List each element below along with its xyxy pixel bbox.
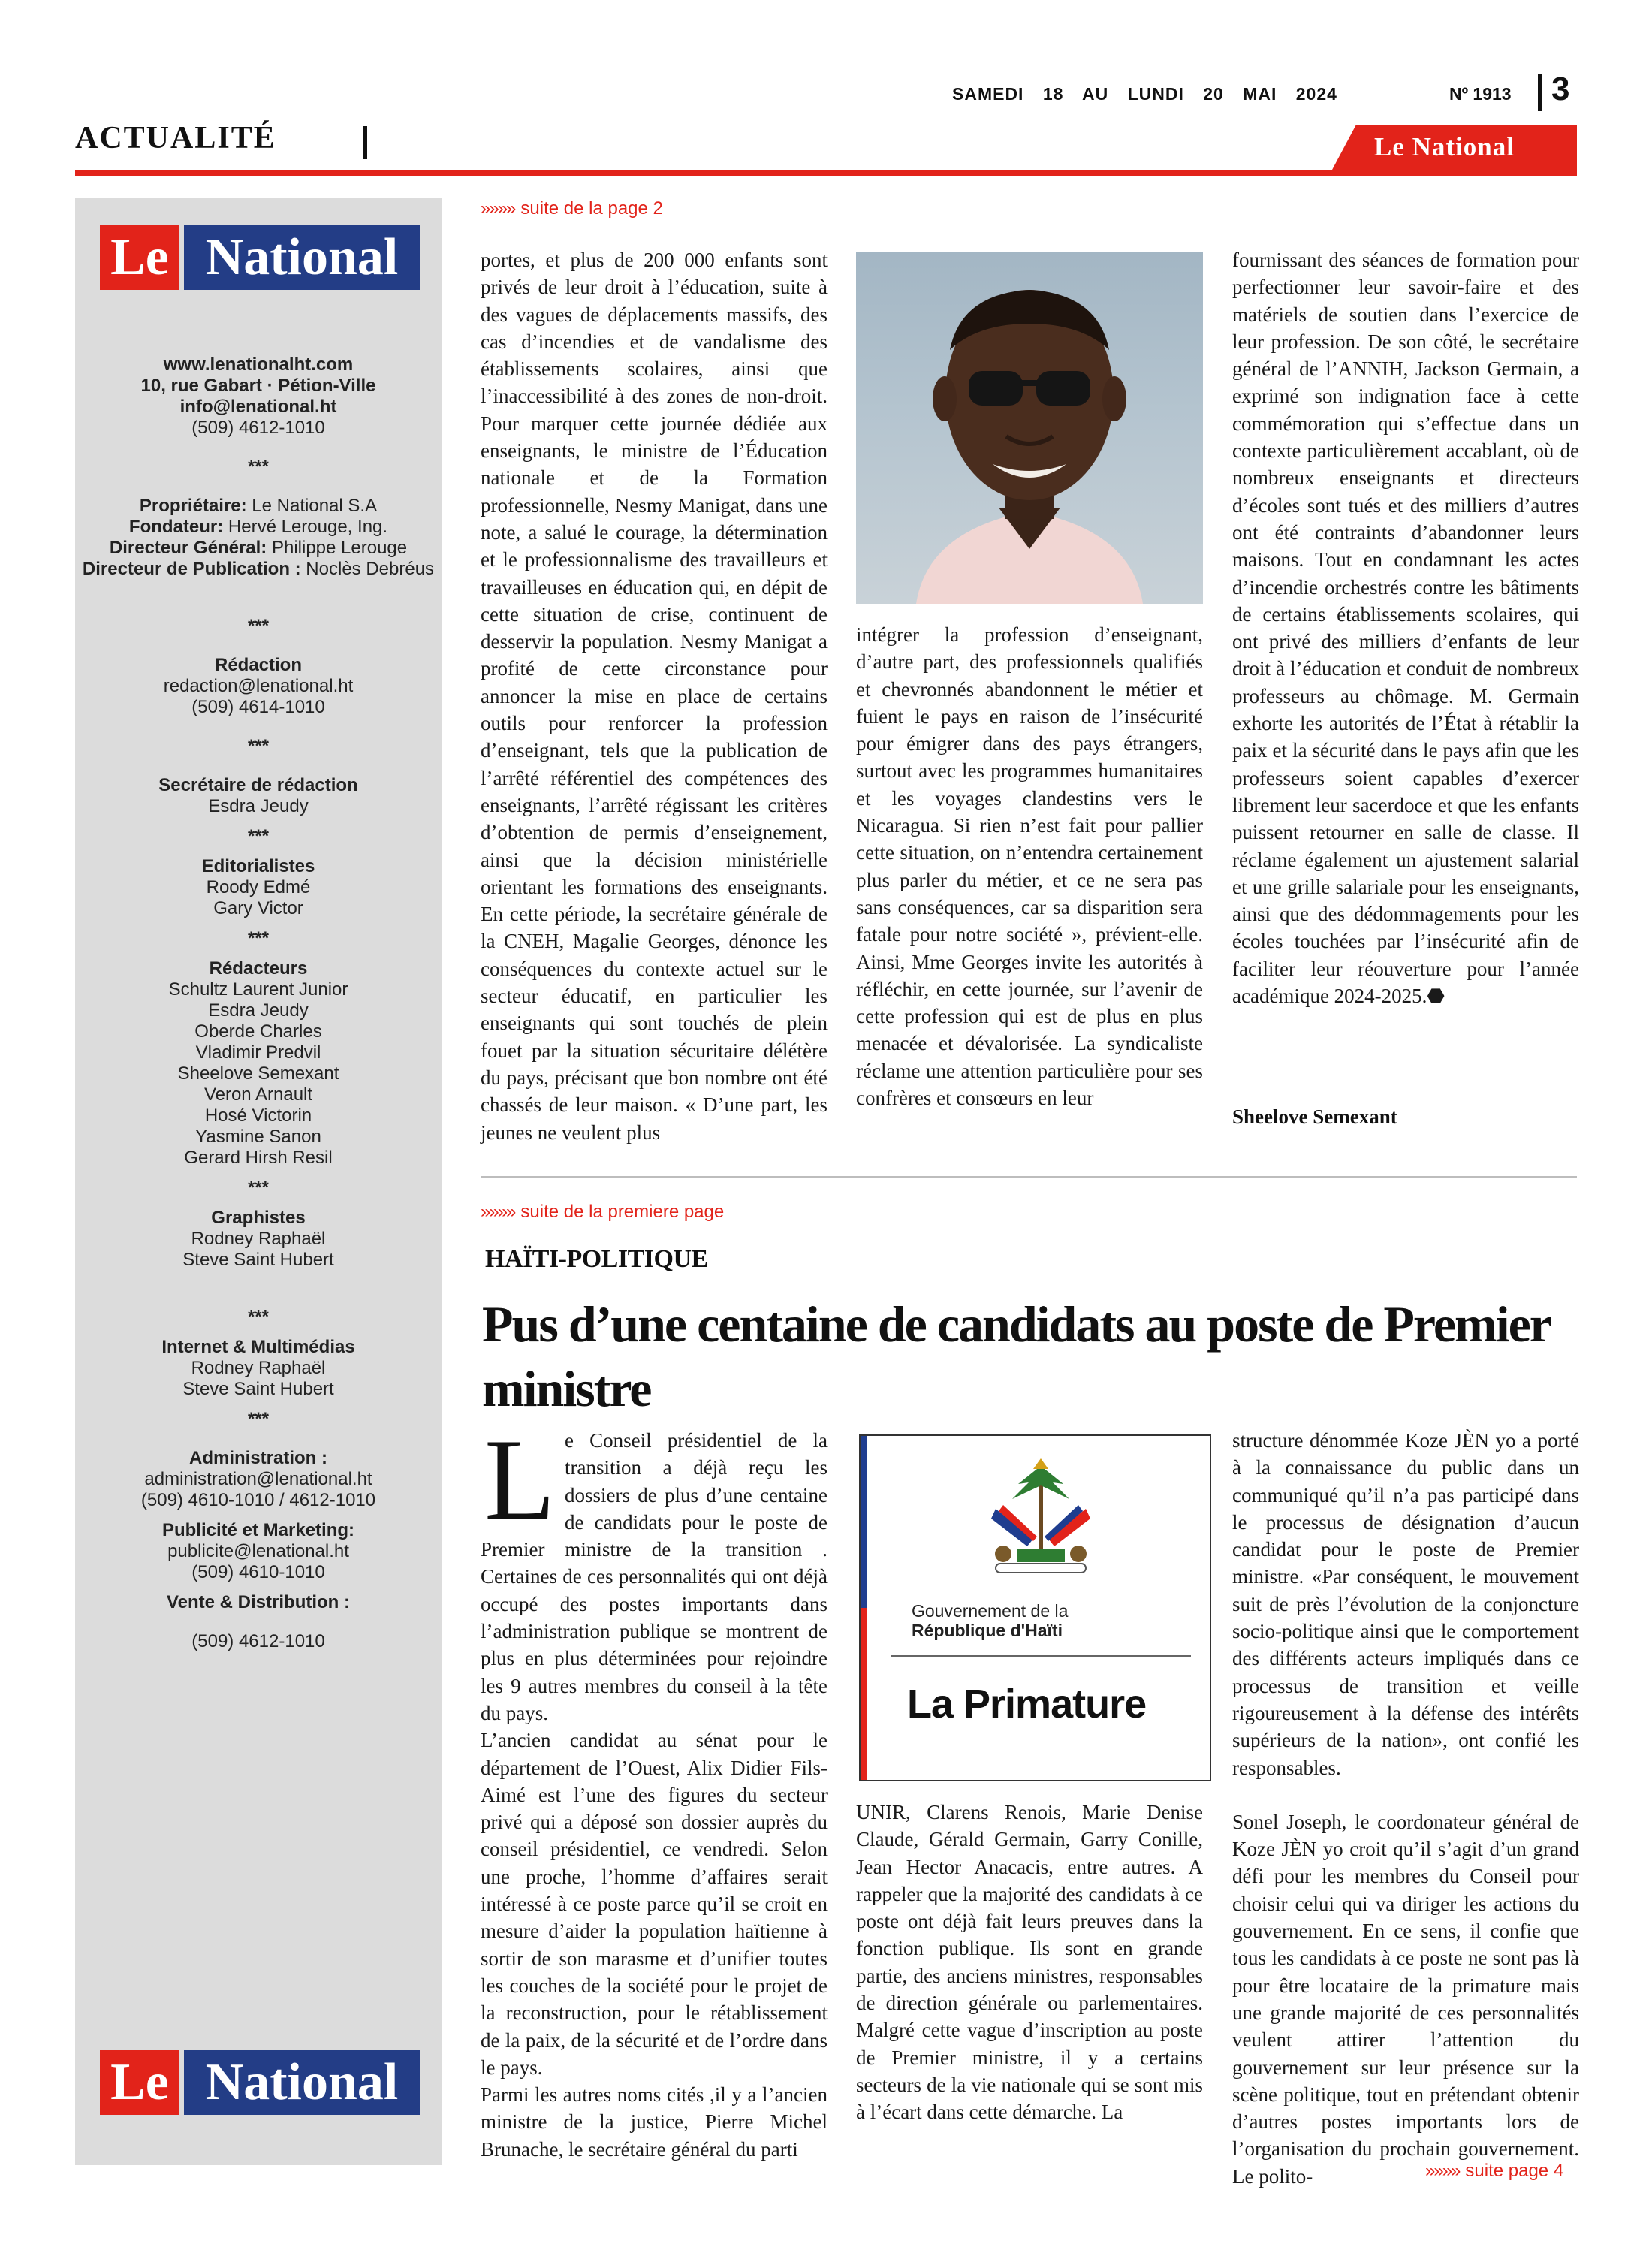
drop-cap: L (484, 1415, 556, 1544)
ownership-value: Noclès Debréus (300, 559, 435, 579)
graphiste-name: Rodney Raphaël (191, 1229, 326, 1249)
article2-paragraph: L’ancien candidat au sénat pour le département de l’Ouest, Alix Didier Fils-Aimé est l’une des figures du secteur privé qui a déposé son dossier auprès du conseil présidentiel, ce vendredi. Selon une proche, l’homme d’affaires serait intéressé à ce poste parce qu’il se croit en mesure d’aider la population haïtienne à sortir de son marasme et d’unifier toutes les couches de la société pour le projet de la reconstruction, pour le rétablissement de la paix, de la sécurité et de l’ordre dans le pays. (481, 1729, 828, 2079)
primature-title: La Primature (907, 1681, 1147, 1727)
article2-headline: Pus d’une centaine de candidats au poste de Premier ministre (482, 1295, 1550, 1417)
separator: *** (247, 736, 270, 756)
ownership-value: Hervé Lerouge, Ing. (223, 517, 388, 537)
continued-from-text: suite de la page 2 (520, 198, 663, 219)
redacteurs-title: Rédacteurs (209, 958, 308, 979)
article2-paragraph: Sonel Joseph, le coordonateur général de Koze JÈN yo croit qu’il s’agit d’un grand défi pour les membres du Conseil pour choisir celui qui va diriger les actions du gouvernement. En ce sens, il confie que tous les candidats à ce poste ne sont pas là pour être locataire de la primature mais une grande majorité de ces personnalités veulent attirer l’attention du gouvernement sur leur présence sur la scène politique, tout en prétendant obtenir d’autres postes importants lors de l’organisation du prochain gouvernement. Le polito- (1232, 1810, 1579, 2188)
logo-national: National (184, 2050, 420, 2115)
ownership-line (75, 538, 442, 559)
separator: *** (247, 616, 270, 636)
ownership-line (75, 559, 442, 580)
publicite-title: Publicité et Marketing: (161, 1520, 355, 1540)
logo-divider (891, 1655, 1191, 1657)
redacteur-name: Yasmine Sanon (195, 1126, 321, 1147)
separator: *** (247, 1409, 270, 1429)
drop-cap-space (481, 1427, 565, 1535)
continued-from-label[interactable] (481, 1202, 724, 1223)
continued-from-label[interactable] (481, 198, 663, 219)
redaction-email: redaction@lenational.ht (163, 676, 354, 696)
coat-of-arms-icon (981, 1452, 1101, 1591)
header-rule (75, 170, 1577, 176)
continue-arrows: »»»» (481, 1202, 515, 1222)
article2-column-2: UNIR, Clarens Renois, Marie Denise Claude, Gérald Germain, Garry Conille, Jean Hector Anacacis, entre autres. A rappeler que la majorité des candidats à ce poste ont déjà fait leurs preuves dans la fonction publique. Ils sont en grande partie, des anciens ministres, responsables de direction générale ou parlementaires. Malgré cette vague d’inscription au poste de Premier ministre, il y a certains secteurs de la vie nationale qui se sont mis à l’écart dans cette démarche. La (856, 1801, 1203, 2124)
government-line-1: Gouvernement de la (912, 1601, 1069, 1621)
redacteur-name: Schultz Laurent Junior (168, 979, 348, 1000)
logo-le: Le (100, 225, 179, 290)
administration-title: Administration : (189, 1448, 327, 1468)
internet-name: Steve Saint Hubert (182, 1379, 334, 1399)
graphiste-name: Steve Saint Hubert (182, 1250, 334, 1270)
portrait-illustration (856, 252, 1203, 604)
flag-stripe-red (861, 1608, 867, 1780)
secretaire-name: Esdra Jeudy (208, 796, 309, 816)
editorialiste-name: Roody Edmé (206, 877, 311, 897)
article2-lead: e Conseil présidentiel de la transition a déjà reçu les dossiers de plus d’une centaine de candidats pour le poste de Premier ministre de la transition . Certaines de ces personnalités qui ont déjà occupé des postes importants dans l’administration publique se montrent de plus en plus déterminées pour rejoindre les 9 autres membres du conseil à la tête du pays. (481, 1429, 828, 1724)
le-national-logo-bottom (100, 2050, 420, 2115)
separator: *** (247, 457, 270, 477)
publicite-phone: (509) 4610-1010 (191, 1562, 325, 1582)
publicite-email: publicite@lenational.ht (167, 1541, 349, 1561)
article1-author: Sheelove Semexant (1232, 1105, 1397, 1128)
redaction-phone: (509) 4614-1010 (191, 697, 325, 717)
ownership-line (75, 496, 442, 517)
administration-email: administration@lenational.ht (144, 1469, 372, 1489)
section-label: ACTUALITÉ (75, 121, 276, 155)
brand-tab-label: Le National (1374, 132, 1515, 161)
continued-to-label[interactable] (1425, 2161, 1563, 2182)
page-number-divider (1538, 74, 1542, 111)
teacher-unionist-photo (856, 252, 1203, 604)
redacteur-name: Hosé Victorin (204, 1105, 312, 1126)
address: 10, rue Gabart · Pétion-Ville (140, 376, 376, 396)
separator: *** (247, 826, 270, 846)
masthead-credits (75, 354, 442, 1652)
continue-arrows: »»»» (1425, 2161, 1460, 2181)
article-divider (481, 1176, 1577, 1178)
secretaire-title: Secrétaire de rédaction (158, 775, 358, 795)
contact-phone: (509) 4612-1010 (191, 418, 325, 438)
editorialistes-title: Editorialistes (201, 856, 315, 876)
vente-phone: (509) 4612-1010 (191, 1631, 325, 1651)
graphistes-title: Graphistes (211, 1208, 306, 1228)
ownership-value: Philippe Lerouge (267, 538, 408, 558)
article2-kicker: HAÏTI-POLITIQUE (485, 1245, 708, 1273)
administration-phone: (509) 4610-1010 / 4612-1010 (140, 1490, 376, 1510)
page-number: 3 (1551, 71, 1570, 107)
website: www.lenationalht.com (163, 354, 354, 375)
redacteur-name: Gerard Hirsh Resil (184, 1148, 333, 1168)
issue-number: Nº 1913 (1449, 84, 1512, 104)
article1-column-2: intégrer la profession d’enseignant, d’autre part, des professionnels qualifiés et chevronnés abandonnent le métier et fuient le pays en raison de l’insécurité pour émigrer dans des pays étrangers, surtout avec les programmes humanitaires et les voyages clandestins vers le Nicaragua. Si rien n’est fait pour pallier cette situation, on n’entendra certainement plus parler du métier, et ce ne sera pas sans conséquences, car sa disparition sera fatale pour notre société », prévient-elle. Ainsi, Mme Georges invite les autorités à réfléchir, en cette journée, sur l’avenir de cette profession qui est de plus en plus menacée et dévalorisée. La syndicaliste réclame une attention particulière pour ses confrères et consœurs en leur (856, 623, 1203, 1110)
internet-name: Rodney Raphaël (191, 1358, 326, 1378)
ownership-line (75, 517, 442, 538)
article1-column-3-text: fournissant des séances de formation pour perfectionner leur savoir-faire et des matériels de soutien dans l’exercice de leur profession. De son côté, le secrétaire général de l’ANNIH, Jackson Germain, a exprimé son indignation face à cette commémoration qui s’effectue dans un contexte particulièrement accablant, où de nombreux enseignants et directeurs d’écoles sont tués et des milliers d’autres ont été contraints d’abandonner leurs maisons. Tout en condamnant les actes d’incendie orchestrés contre les bâtiments de certains établissements scolaires, qui ont privé des milliers d’enfants de leur droit à l’éducation et conduit de nombreux professeurs au chômage. M. Germain exhorte les autorités de l’État à rétablir la paix et la sécurité dans le pays afin que les professeurs soient capables d’exercer librement leur sacerdoce et que les enfants puissent retourner en salle de classe. Il réclame également un ajustement salarial et une grille salariale pour les enseignants, ainsi que des dédommagements pour les écoles touchées par l’insécurité afin de faciliter leur réouverture pour l’année académique 2024-2025. (1232, 249, 1579, 1008)
end-mark-icon: ⬣ (1427, 985, 1445, 1008)
article2-column-1 (481, 1427, 828, 2161)
redacteur-name: Esdra Jeudy (208, 1000, 309, 1021)
article1-column-1: portes, et plus de 200 000 enfants sont privés de leur droit à l’éducation, suite à des vagues de déplacements massifs, des cas d’incendies et de vandalisme des établissements scolaires, ainsi que l’inaccessibilité à des zones de non-droit. Pour marquer cette journée dédiée aux enseignants, le ministre de l’Éducation nationale et de la Formation professionnelle, Nesmy Manigat, dans une note, a salué le courage, la détermination et le professionnalisme des travailleurs et travailleuses en éducation qui, en dépit de cette situation de crise, continuent de desservir la population. Nesmy Manigat a profité de cette circonstance pour annoncer la mise en place de certains outils pour renforcer la profession d’enseignant, tels que la publication de l’arrêté référentiel des compétences des enseignants, l’arrêté régissant les critères d’obtention de permis d’enseignement, ainsi que la décision ministérielle orientant les formations des enseignants. En cette période, la secrétaire générale de la CNEH, Magalie Georges, dénonce les conséquences du contexte actuel sur le secteur éducatif, en particulier les enseignants qui sont touchés de plein fouet par la situation sécuritaire délétère du pays, précisant que bon nombre ont été chassés de leur maison. « D’une part, les jeunes ne veulent plus (481, 249, 828, 1144)
ownership-label: Fondateur: (128, 517, 224, 537)
ownership-label: Directeur Général: (109, 538, 267, 558)
continue-arrows: »»»» (481, 198, 515, 219)
ownership-label: Directeur de Publication : (82, 559, 301, 579)
separator: *** (247, 928, 270, 949)
vente-title: Vente & Distribution : (166, 1592, 350, 1612)
redacteur-name: Oberde Charles (194, 1021, 322, 1042)
article2-paragraph: Parmi les autres noms cités ,il y a l’ancien ministre de la justice, Pierre Michel Brunache, le secrétaire général du parti (481, 2083, 828, 2161)
ownership-value: Le National S.A (246, 496, 378, 516)
government-line-2: République d'Haïti (912, 1621, 1063, 1640)
logo-le: Le (100, 2050, 179, 2115)
separator: *** (247, 1178, 270, 1198)
redacteur-name: Vladimir Predvil (195, 1042, 321, 1063)
ownership-label: Propriétaire: (139, 496, 247, 516)
separator: *** (247, 1307, 270, 1327)
contact-email: info@lenational.ht (179, 397, 337, 417)
continued-from-text: suite de la premiere page (520, 1202, 725, 1222)
article2-paragraph: structure dénommée Koze JÈN yo a porté à la connaissance du public dans un communiqué qu’il n’a pas participé dans le processus de désignation d’aucun candidat pour le poste de Premier ministre. «Par conséquent, le mouvement suit de près l’évolution de la conjoncture socio-politique ainsi que le comportement des différents acteurs impliqués dans ce processus de transition et veille rigoureusement à la défense des intérêts supérieurs de la nation», ont confié les responsables. (1232, 1429, 1579, 1779)
section-divider (363, 126, 367, 159)
redacteur-name: Veron Arnault (203, 1084, 313, 1105)
logo-national: National (184, 225, 420, 290)
issue-date: SAMEDI 18 AU LUNDI 20 MAI 2024 (952, 84, 1337, 104)
flag-stripe-blue (861, 1436, 867, 1608)
internet-title: Internet & Multimédias (161, 1337, 355, 1357)
editorialiste-name: Gary Victor (213, 898, 303, 918)
continued-to-text: suite page 4 (1465, 2161, 1564, 2181)
article1-column-3 (1232, 246, 1579, 1074)
redacteur-name: Sheelove Semexant (177, 1063, 339, 1084)
primature-logo (859, 1434, 1211, 1781)
redaction-title: Rédaction (214, 655, 302, 675)
le-national-logo-top (100, 225, 420, 290)
